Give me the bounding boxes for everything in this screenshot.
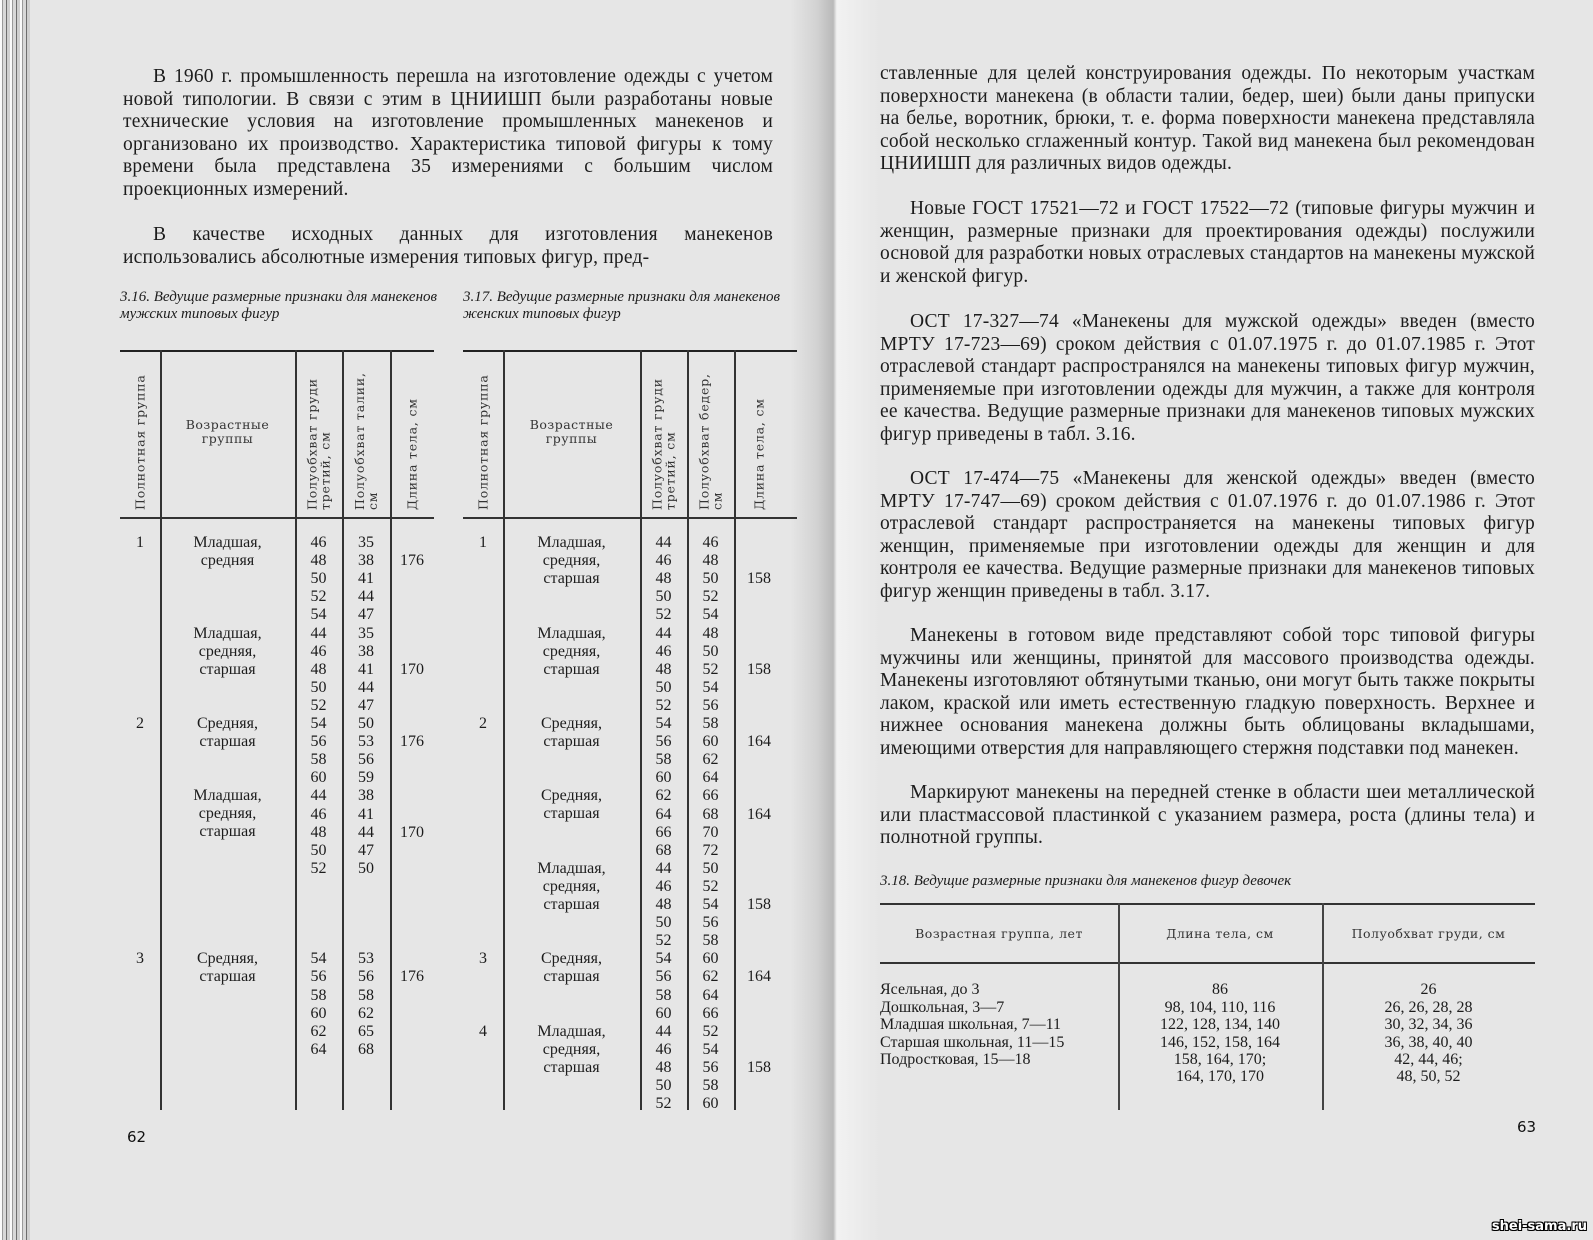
age-group: Младшая, средняя, старшая <box>193 624 262 678</box>
chest-value: 56 <box>310 968 327 986</box>
waist-value: 38 <box>358 787 374 805</box>
table-header-rule <box>463 517 797 519</box>
chest-value: 48 <box>655 570 672 588</box>
table-header-rule <box>120 517 434 519</box>
table-header-group: Полнотная группа <box>132 374 148 510</box>
chest-value: 46 <box>655 877 672 895</box>
hip-value: 48 <box>702 552 719 570</box>
hip-value: 48 <box>702 624 719 642</box>
age-group-cell: Ясельная, до 3 <box>880 981 980 998</box>
waist-value: 58 <box>358 986 374 1004</box>
body-length-cell: 146, 152, 158, 164 <box>1160 1033 1280 1051</box>
chest-cell: 42, 44, 46; 48, 50, 52 <box>1394 1051 1463 1085</box>
chest-value: 50 <box>310 841 327 859</box>
book-spine <box>790 0 880 1240</box>
hip-value: 50 <box>702 642 719 660</box>
chest-value: 46 <box>310 642 327 660</box>
waist-value: 38 <box>358 552 374 570</box>
age-group: Средняя, старшая <box>541 787 602 823</box>
hip-value: 46 <box>702 534 719 551</box>
waist-value: 44 <box>358 588 374 606</box>
right-paragraph-1: ставленные для целей конструирования одежды. По некоторым участкам поверхности манекена (в области талии, бедер, шеи) были даны припуски на белье, воротник, брюки, т. е. форма поверхности манекена представляла собой несколько сглаженный контур. Такой вид манекена был рекомендован ЦНИИШП для различных видов одежды. <box>880 63 1535 174</box>
waist-value: 44 <box>358 823 374 841</box>
chest-value: 60 <box>655 769 672 787</box>
hip-value: 50 <box>702 859 719 877</box>
body-length: 164 <box>747 968 771 986</box>
polnota-group: 2 <box>136 715 144 732</box>
table-318-number: 3.18. <box>880 873 910 889</box>
chest-value: 50 <box>655 588 672 606</box>
table-top-rule <box>120 350 434 352</box>
table-317 <box>463 350 797 1120</box>
chest-value: 46 <box>310 805 327 823</box>
body-length: 176 <box>400 733 424 751</box>
table-header-age: Возрастные группы <box>185 417 270 446</box>
waist-value: 47 <box>358 841 374 859</box>
table-header-length: Длина тела, см <box>751 398 767 510</box>
hip-value: 54 <box>702 1040 719 1058</box>
body-length: 176 <box>400 968 424 986</box>
age-group: Средняя, старшая <box>541 950 602 986</box>
chest-value: 66 <box>655 823 672 841</box>
body-length: 164 <box>747 805 771 823</box>
chest-value: 64 <box>310 1040 327 1058</box>
waist-value: 65 <box>358 1022 374 1040</box>
chest-value: 68 <box>655 841 672 859</box>
hip-value: 54 <box>702 678 719 696</box>
right-paragraph-5: Манекены в готовом виде представляют собой торс типовой фигуры мужчины или женщины, принятой для массового производства одежды. Манекены изготовляют обтянутыми тканью, они могут быть также покрыты лаком, краской или иметь естественную гладкую поверхность. Верхнее и нижнее основания манекена должны быть облицованы вкладышами, имеющими отверстия для направляющего стержня подставки под манекен. <box>880 625 1535 759</box>
left-paragraph-2: В качестве исходных данных для изготовления манекенов использовались абсолютные измерения типовых фигур, пред- <box>123 224 773 268</box>
left-page <box>30 0 790 1240</box>
age-group-cell: Младшая школьная, 7—11 <box>880 1016 1062 1033</box>
chest-value: 50 <box>655 1077 672 1094</box>
hip-value: 52 <box>702 660 719 678</box>
table-header-group: Полнотная группа <box>475 374 491 510</box>
body-length: 158 <box>747 570 771 588</box>
chest-value: 44 <box>655 1022 672 1040</box>
polnota-group: 3 <box>479 950 487 968</box>
chest-value: 48 <box>310 552 327 570</box>
age-group-cell: Старшая школьная, 11—15 <box>880 1033 1065 1051</box>
table-318-title: Ведущие размерные признаки для манекенов фигур девочек <box>913 873 1292 889</box>
hip-value: 70 <box>702 823 719 841</box>
table-316-number: 3.16. <box>120 289 150 305</box>
table-header-age: Возрастные группы <box>529 417 614 446</box>
age-group: Младшая, средняя <box>193 534 262 569</box>
chest-value: 52 <box>310 696 327 714</box>
hip-value: 62 <box>702 751 719 769</box>
waist-value: 35 <box>358 624 374 642</box>
chest-value: 48 <box>310 823 327 841</box>
left-paragraph-1: В 1960 г. промышленность перешла на изготовление одежды с учетом новой типологии. В связи с этим в ЦНИИШП были разработаны новые технические условия на изготовление промышленных манекенов и организовано их производство. Характеристика типовой фигуры к тому времени была представлена 35 измерениями с большим числом проекционных измерений. <box>123 66 773 200</box>
waist-value: 38 <box>358 642 374 660</box>
chest-value: 60 <box>655 1004 672 1022</box>
waist-value: 53 <box>358 950 374 968</box>
chest-value: 64 <box>655 805 672 823</box>
hip-value: 72 <box>702 841 719 859</box>
hip-value: 54 <box>702 896 719 913</box>
chest-cell: 30, 32, 34, 36 <box>1384 1016 1473 1033</box>
table-header-second: Полуобхват бедер, см <box>696 373 725 510</box>
chest-value: 50 <box>655 678 672 696</box>
chest-value: 48 <box>655 896 672 913</box>
table-317-title: Ведущие размерные признаки для манекенов женских типовых фигур <box>463 289 781 322</box>
chest-value: 50 <box>310 678 327 696</box>
hip-value: 62 <box>702 968 719 986</box>
age-group: Младшая, средняя, старшая <box>537 1022 606 1076</box>
chest-value: 58 <box>655 986 672 1004</box>
table-header-length: Длина тела, см <box>404 398 420 510</box>
hip-value: 58 <box>702 715 719 732</box>
chest-value: 54 <box>310 606 327 624</box>
table-header-chest: Полуобхват груди третий, см <box>304 378 333 510</box>
chest-value: 54 <box>655 950 672 968</box>
chest-value: 62 <box>655 787 672 805</box>
table-317-number: 3.17. <box>463 289 493 305</box>
age-group: Младшая, средняя, старшая <box>537 624 606 678</box>
hip-value: 56 <box>702 914 719 932</box>
waist-value: 56 <box>358 968 374 986</box>
chest-cell: 26, 26, 28, 28 <box>1384 998 1473 1016</box>
age-group: Средняя, старшая <box>197 715 258 750</box>
hip-value: 56 <box>702 696 719 714</box>
waist-value: 41 <box>358 660 374 678</box>
body-length: 158 <box>747 896 771 913</box>
body-length: 158 <box>747 660 771 678</box>
hip-value: 54 <box>702 606 719 624</box>
hip-value: 58 <box>702 932 719 950</box>
age-group: Средняя, старшая <box>541 715 602 750</box>
polnota-group: 1 <box>136 534 144 551</box>
chest-value: 48 <box>310 660 327 678</box>
hip-value: 52 <box>702 588 719 606</box>
body-length-cell: 98, 104, 110, 116 <box>1164 998 1276 1016</box>
waist-value: 68 <box>358 1040 374 1058</box>
table-316 <box>120 350 434 1120</box>
polnota-group: 2 <box>479 715 487 732</box>
chest-value: 52 <box>655 606 672 624</box>
polnota-group: 4 <box>479 1022 487 1040</box>
hip-value: 64 <box>702 986 719 1004</box>
right-paragraph-2: Новые ГОСТ 17521—72 и ГОСТ 17522—72 (типовые фигуры мужчин и женщин, размерные признаки для проектирования одежды) послужили основой для разработки новых отраслевых стандартов на манекены мужской и женской фигур. <box>880 198 1535 287</box>
chest-value: 44 <box>655 859 672 877</box>
chest-value: 46 <box>310 534 327 551</box>
table-header-chest: Полуобхват груди третий, см <box>649 378 678 510</box>
table-318-top-rule <box>880 903 1535 905</box>
waist-value: 41 <box>358 570 374 588</box>
chest-value: 46 <box>655 552 672 570</box>
hip-value: 66 <box>702 1004 719 1022</box>
waist-value: 44 <box>358 678 374 696</box>
chest-value: 58 <box>655 751 672 769</box>
chest-cell: 26 <box>1420 981 1437 998</box>
chest-value: 54 <box>310 950 327 968</box>
hip-value: 64 <box>702 769 719 787</box>
chest-value: 44 <box>310 624 327 642</box>
hip-value: 60 <box>702 1095 719 1113</box>
body-length-cell: 86 <box>1212 981 1228 998</box>
page-number-right: 63 <box>1517 1118 1537 1136</box>
waist-value: 47 <box>358 606 374 624</box>
hip-value: 60 <box>702 733 719 751</box>
age-group: Средняя, старшая <box>197 950 258 986</box>
waist-value: 35 <box>358 534 374 551</box>
chest-value: 48 <box>655 660 672 678</box>
hip-value: 50 <box>702 570 719 588</box>
right-paragraph-3: ОСТ 17-327—74 «Манекены для мужской одежды» введен (вместо МРТУ 17-723—69) сроком действия с 01.07.1975 г. до 01.07.1985 г. Этот отраслевой стандарт распространялся на манекены типовых фигур мужчин, применяемые при изготовлении одежды для мужчин, а также для контроля ее качества. Ведущие размерные признаки для манекенов типовых мужских фигур приведены в табл. 3.16. <box>880 311 1535 445</box>
polnota-group: 3 <box>136 950 144 968</box>
chest-value: 52 <box>310 859 327 877</box>
hip-value: 68 <box>702 805 719 823</box>
chest-value: 54 <box>310 715 327 732</box>
body-length: 170 <box>400 660 424 678</box>
chest-value: 60 <box>310 1004 327 1022</box>
chest-value: 52 <box>655 932 672 950</box>
waist-value: 47 <box>358 696 374 714</box>
body-length: 158 <box>747 1058 771 1076</box>
hip-value: 58 <box>702 1077 719 1094</box>
waist-value: 50 <box>358 715 374 732</box>
table-317-caption <box>463 289 788 323</box>
chest-value: 56 <box>655 733 672 751</box>
age-group: Младшая, средняя, старшая <box>537 534 606 587</box>
chest-value: 56 <box>655 968 672 986</box>
book-page-edges <box>0 0 30 1240</box>
table-318 <box>880 903 1535 1113</box>
table-318-header-length: Длина тела, см <box>1166 926 1274 941</box>
chest-value: 56 <box>310 733 327 751</box>
page-number-left: 62 <box>127 1128 147 1146</box>
waist-value: 50 <box>358 859 374 877</box>
chest-value: 46 <box>655 1040 672 1058</box>
age-group-cell: Подростковая, 15—18 <box>880 1051 1031 1068</box>
chest-cell: 36, 38, 40, 40 <box>1384 1033 1473 1051</box>
waist-value: 41 <box>358 805 374 823</box>
right-paragraph-4: ОСТ 17-474—75 «Манекены для женской одежды» введен (вместо МРТУ 17-747—69) сроком действия с 01.07.1976 г. до 01.07.1986 г. Этот отраслевой стандарт распространяется на манекены типовых фигур женщин, применяемые при изготовлении одежды для женщин и для контроля ее качества. Ведущие размерные признаки для манекенов типовых фигур женщин приведены в табл. 3.17. <box>880 468 1535 602</box>
chest-value: 50 <box>310 570 327 588</box>
table-header-second: Полуобхват талии, см <box>352 372 380 510</box>
table-318-caption <box>880 873 1520 890</box>
table-316-caption <box>120 289 440 323</box>
chest-value: 44 <box>310 787 327 805</box>
body-length-cell: 158, 164, 170; 164, 170, 170 <box>1173 1051 1267 1085</box>
hip-value: 52 <box>702 1022 719 1040</box>
chest-value: 50 <box>655 914 672 932</box>
chest-value: 52 <box>655 696 672 714</box>
chest-value: 58 <box>310 986 327 1004</box>
body-length: 170 <box>400 823 424 841</box>
chest-value: 52 <box>310 588 327 606</box>
body-length-cell: 122, 128, 134, 140 <box>1160 1016 1280 1033</box>
age-group-cell: Дошкольная, 3—7 <box>880 998 1005 1016</box>
waist-value: 56 <box>358 751 374 769</box>
chest-value: 44 <box>655 534 672 551</box>
chest-value: 44 <box>655 624 672 642</box>
right-page <box>880 0 1593 1240</box>
chest-value: 46 <box>655 642 672 660</box>
table-318-header-chest: Полуобхват груди, см <box>1351 926 1506 941</box>
body-length: 164 <box>747 733 771 751</box>
hip-value: 66 <box>702 787 719 805</box>
age-group: Младшая, средняя, старшая <box>537 859 606 913</box>
chest-value: 62 <box>310 1022 327 1040</box>
chest-value: 52 <box>655 1095 672 1113</box>
waist-value: 62 <box>358 1004 374 1022</box>
table-318-header-rule <box>880 962 1535 964</box>
chest-value: 58 <box>310 751 327 769</box>
table-top-rule <box>463 350 797 352</box>
table-318-header-age: Возрастная группа, лет <box>915 926 1083 941</box>
hip-value: 60 <box>702 950 719 968</box>
chest-value: 48 <box>655 1058 672 1076</box>
right-paragraph-6: Маркируют манекены на передней стенке в области шеи металлической или пластмассовой пластинкой с указанием размера, роста (длины тела) и полнотной группы. <box>880 782 1535 848</box>
hip-value: 52 <box>702 877 719 895</box>
age-group: Младшая, средняя, старшая <box>193 787 262 841</box>
chest-value: 60 <box>310 769 327 787</box>
waist-value: 53 <box>358 733 374 751</box>
hip-value: 56 <box>702 1058 719 1076</box>
chest-value: 54 <box>655 715 672 732</box>
watermark: shei-sama.ru <box>1491 1219 1587 1234</box>
body-length: 176 <box>400 552 424 570</box>
waist-value: 59 <box>358 769 374 787</box>
table-316-title: Ведущие размерные признаки для манекенов мужских типовых фигур <box>120 289 438 322</box>
polnota-group: 1 <box>479 534 487 551</box>
